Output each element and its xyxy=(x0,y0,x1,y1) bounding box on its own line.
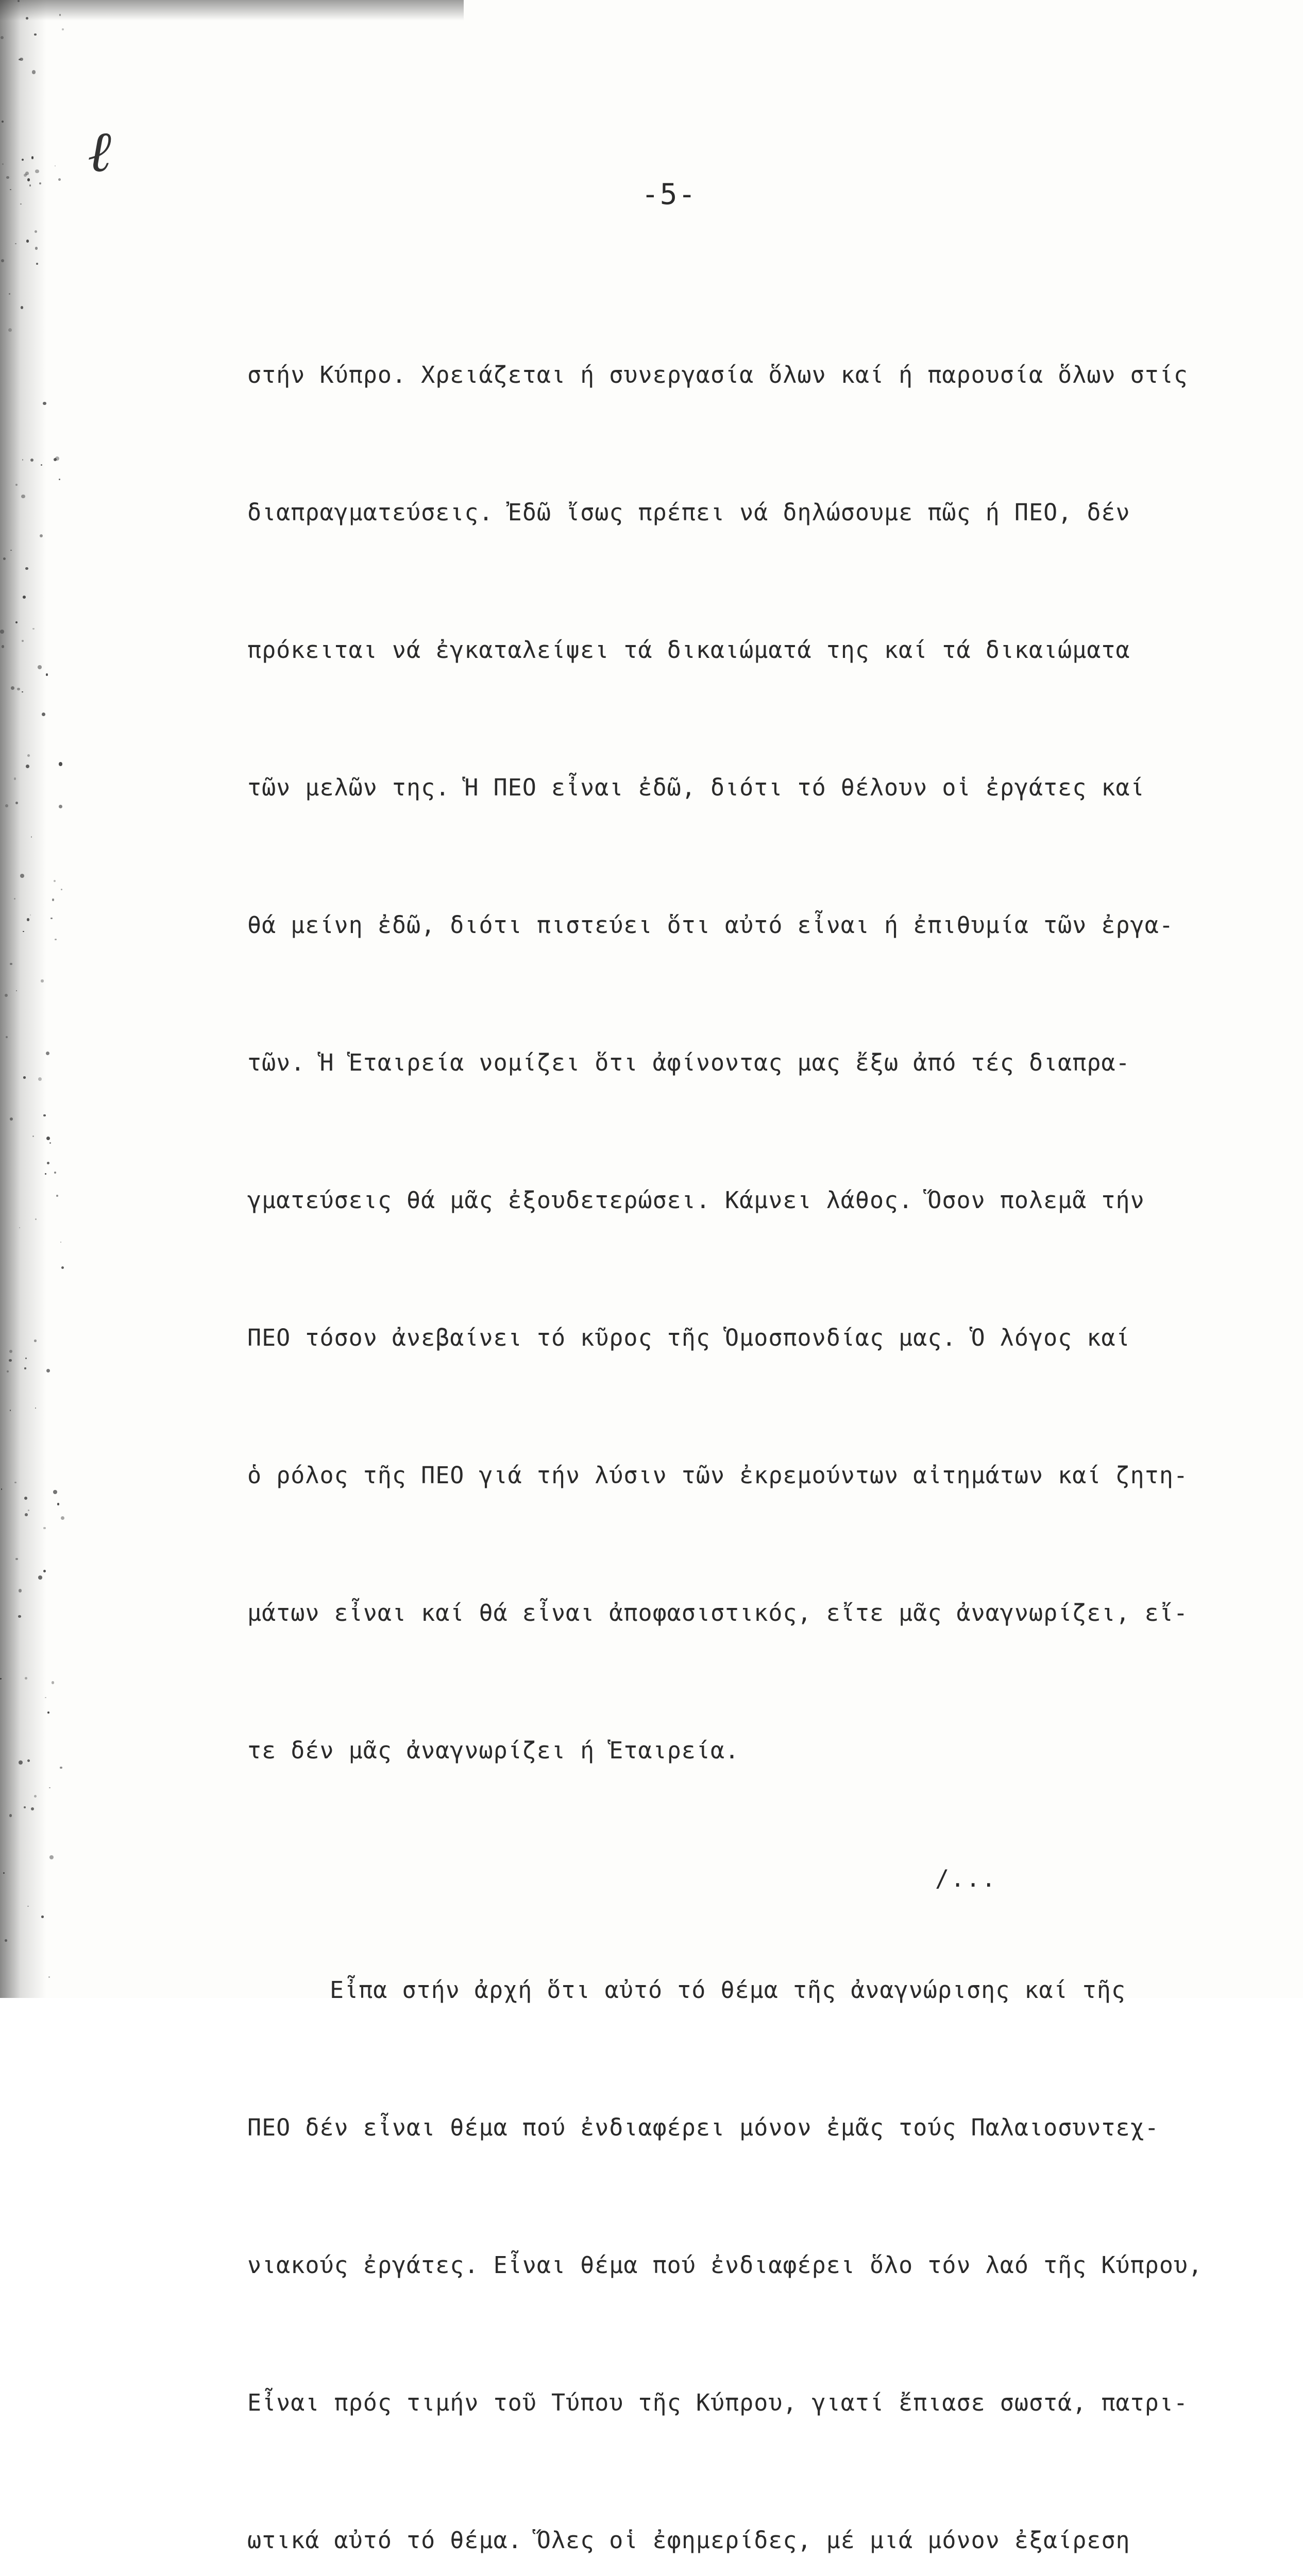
scan-speck xyxy=(39,182,41,184)
scan-speck xyxy=(58,178,61,181)
scan-speck xyxy=(34,1340,37,1342)
scan-speck xyxy=(22,459,23,460)
scan-speck xyxy=(62,28,64,30)
text-line: στήν Κύπρο. Χρειάζεται ή συνεργασία ὅλων καί ή παρουσία ὅλων στίς xyxy=(247,361,1188,388)
scan-speck xyxy=(32,628,34,630)
scan-speck xyxy=(61,889,62,890)
scan-speck xyxy=(14,777,16,779)
scan-speck xyxy=(53,1490,57,1494)
scan-speck xyxy=(15,802,18,804)
scan-speck xyxy=(25,1513,28,1516)
scan-speck xyxy=(38,1575,42,1580)
text-line: Εἶπα στήν ἀρχή ὅτι αὐτό τό θέμα τῆς ἀναγνώρισης καί τῆς xyxy=(330,1976,1126,2004)
scan-speck xyxy=(49,1787,50,1789)
document-body xyxy=(247,260,1203,2576)
scan-speck xyxy=(43,1114,45,1116)
scan-speck xyxy=(38,1077,42,1081)
scan-speck xyxy=(26,17,28,20)
scan-speck xyxy=(27,754,30,757)
paragraph-1 xyxy=(247,260,1188,1865)
text-line: θά μείνη ἐδῶ, διότι πιστεύει ὅτι αὐτό εἶναι ή ἐπιθυμία τῶν ἐργα- xyxy=(247,911,1174,939)
scan-speck xyxy=(38,665,42,669)
scan-speck xyxy=(9,1359,12,1362)
scan-speck xyxy=(61,1266,64,1269)
scan-speck xyxy=(28,1510,29,1511)
scan-speck xyxy=(47,1162,49,1164)
scan-speck xyxy=(20,874,24,878)
scan-speck xyxy=(25,1358,26,1359)
scan-speck xyxy=(10,189,11,190)
page-number: -5- xyxy=(641,178,697,211)
scan-speck xyxy=(26,240,29,242)
scan-speck xyxy=(56,1195,58,1197)
scan-speck xyxy=(26,765,29,768)
text-line: ὁ ρόλος τῆς ΠΕΟ γιά τήν λύσιν τῶν ἐκρεμούντων αἰτημάτων καί ζητη- xyxy=(247,1462,1188,1489)
scan-speck xyxy=(31,836,32,838)
text-line: διαπραγματεύσεις. Ἐδῶ ἴσως πρέπει νά δηλώσουμε πῶς ή ΠΕΟ, δέν xyxy=(247,499,1130,526)
text-line: τῶν μελῶν της. Ἡ ΠΕΟ εἶναι ἐδῶ, διότι τό θέλουν οἱ ἐργάτες καί xyxy=(247,774,1145,801)
scan-speck xyxy=(10,963,12,965)
scan-speck xyxy=(19,1589,22,1592)
scan-speck xyxy=(55,456,59,461)
text-line: τε δέν μᾶς ἀναγνωρίζει ή Ἑταιρεία. xyxy=(247,1737,740,1764)
scan-speck xyxy=(46,673,48,676)
scan-speck xyxy=(15,484,18,486)
scan-speck xyxy=(49,1142,51,1144)
scan-speck xyxy=(10,1117,13,1121)
text-line: μάτων εἶναι καί θά εἶναι ἀποφασιστικός, εἴτε μᾶς ἀναγνωρίζει, εἴ- xyxy=(247,1599,1188,1626)
scan-speck xyxy=(41,1916,44,1918)
scan-shadow-left xyxy=(0,0,46,1998)
scan-speck xyxy=(55,939,56,940)
scan-speck xyxy=(60,1242,61,1243)
handwritten-mark: ℓ xyxy=(88,118,111,184)
scan-speck xyxy=(32,1136,34,1137)
scan-speck xyxy=(61,1516,64,1520)
scan-speck xyxy=(46,1369,50,1372)
scan-speck xyxy=(9,293,10,294)
scan-speck xyxy=(49,1855,54,1859)
scan-speck xyxy=(60,1767,62,1769)
continuation-mark: /... xyxy=(935,1865,997,1892)
scan-speck xyxy=(5,1939,7,1942)
scan-speck xyxy=(34,1795,37,1798)
scan-speck xyxy=(14,898,15,900)
scan-speck xyxy=(24,1497,27,1500)
text-line: γματεύσεις θά μᾶς ἐξουδετερώσει. Κάμνει λάθος. Ὅσον πολεμᾶ τήν xyxy=(247,1187,1145,1214)
paragraph-2 xyxy=(247,1875,1203,2576)
scan-speck xyxy=(31,1807,34,1810)
text-line: πρόκειται νά ἐγκαταλείψει τά δικαιώματά της καί τά δικαιώματα xyxy=(247,636,1130,664)
scan-speck xyxy=(45,1173,46,1175)
scan-speck xyxy=(48,1976,49,1977)
scan-speck xyxy=(23,1076,26,1079)
scan-speck xyxy=(25,567,28,570)
scan-speck xyxy=(7,1370,9,1372)
scan-speck xyxy=(6,176,9,179)
scan-speck xyxy=(2,645,4,648)
text-line: ΠΕΟ τόσον ἀνεβαίνει τό κῦρος τῆς Ὁμοσπονδίας μας. Ὁ λόγος καί xyxy=(247,1324,1130,1351)
scan-speck xyxy=(10,1410,11,1411)
scan-speck xyxy=(35,1408,36,1409)
scan-speck xyxy=(18,1615,21,1618)
scan-speck xyxy=(21,495,25,498)
text-line: τῶν. Ἡ Ἑταιρεία νομίζει ὅτι ἀφίνοντας μας ἔξω ἀπό τές διαπρα- xyxy=(247,1049,1130,1076)
scan-speck xyxy=(54,880,56,883)
text-line: νιακούς ἐργάτες. Εἶναι θέμα πού ἐνδιαφέρει ὅλο τόν λαό τῆς Κύπρου, xyxy=(247,2251,1203,2279)
scan-speck xyxy=(59,762,62,766)
scan-speck xyxy=(5,804,8,807)
text-line: ωτικά αὐτό τό θέμα. Ὅλες οἱ ἐφημερίδες, μέ μιά μόνον ἐξαίρεση xyxy=(247,2527,1130,2554)
scan-shadow-top xyxy=(0,0,464,21)
scan-speck xyxy=(35,247,38,249)
scan-speck xyxy=(55,165,56,166)
scan-speck xyxy=(1,1488,3,1490)
scan-speck xyxy=(14,1482,16,1484)
scan-speck xyxy=(23,931,24,932)
scan-speck xyxy=(52,899,55,901)
scan-speck xyxy=(22,640,24,642)
scan-speck xyxy=(43,1527,46,1530)
scan-speck xyxy=(57,1503,59,1505)
scan-speck xyxy=(21,306,23,309)
scan-speck xyxy=(59,14,61,16)
text-line: ΠΕΟ δέν εἶναι θέμα πού ἐνδιαφέρει μόνον ἐμᾶς τούς Παλαιοσυντεχ- xyxy=(247,2114,1159,2141)
scan-speck xyxy=(46,1137,50,1140)
scan-speck xyxy=(52,1681,54,1684)
scan-speck xyxy=(0,630,4,634)
scan-speck xyxy=(50,918,53,920)
scan-speck xyxy=(34,33,37,36)
scan-speck xyxy=(35,170,39,173)
scan-speck xyxy=(41,979,44,982)
scan-speck xyxy=(47,1711,49,1714)
scan-speck xyxy=(8,328,12,332)
scan-speck xyxy=(27,178,30,181)
scan-speck xyxy=(46,1052,49,1055)
scan-speck xyxy=(24,1367,26,1369)
scan-speck xyxy=(36,263,38,265)
scan-speck xyxy=(59,805,62,808)
scan-speck xyxy=(43,402,46,405)
scan-speck xyxy=(59,479,60,480)
scan-speck xyxy=(19,1760,23,1765)
scan-speck xyxy=(24,174,27,177)
scan-speck xyxy=(27,918,30,921)
text-line: Εἶναι πρός τιμήν τοῦ Τύπου τῆς Κύπρου, γιατί ἔπιασε σωστά, πατρι- xyxy=(247,2389,1188,2416)
scan-speck xyxy=(54,1172,57,1174)
